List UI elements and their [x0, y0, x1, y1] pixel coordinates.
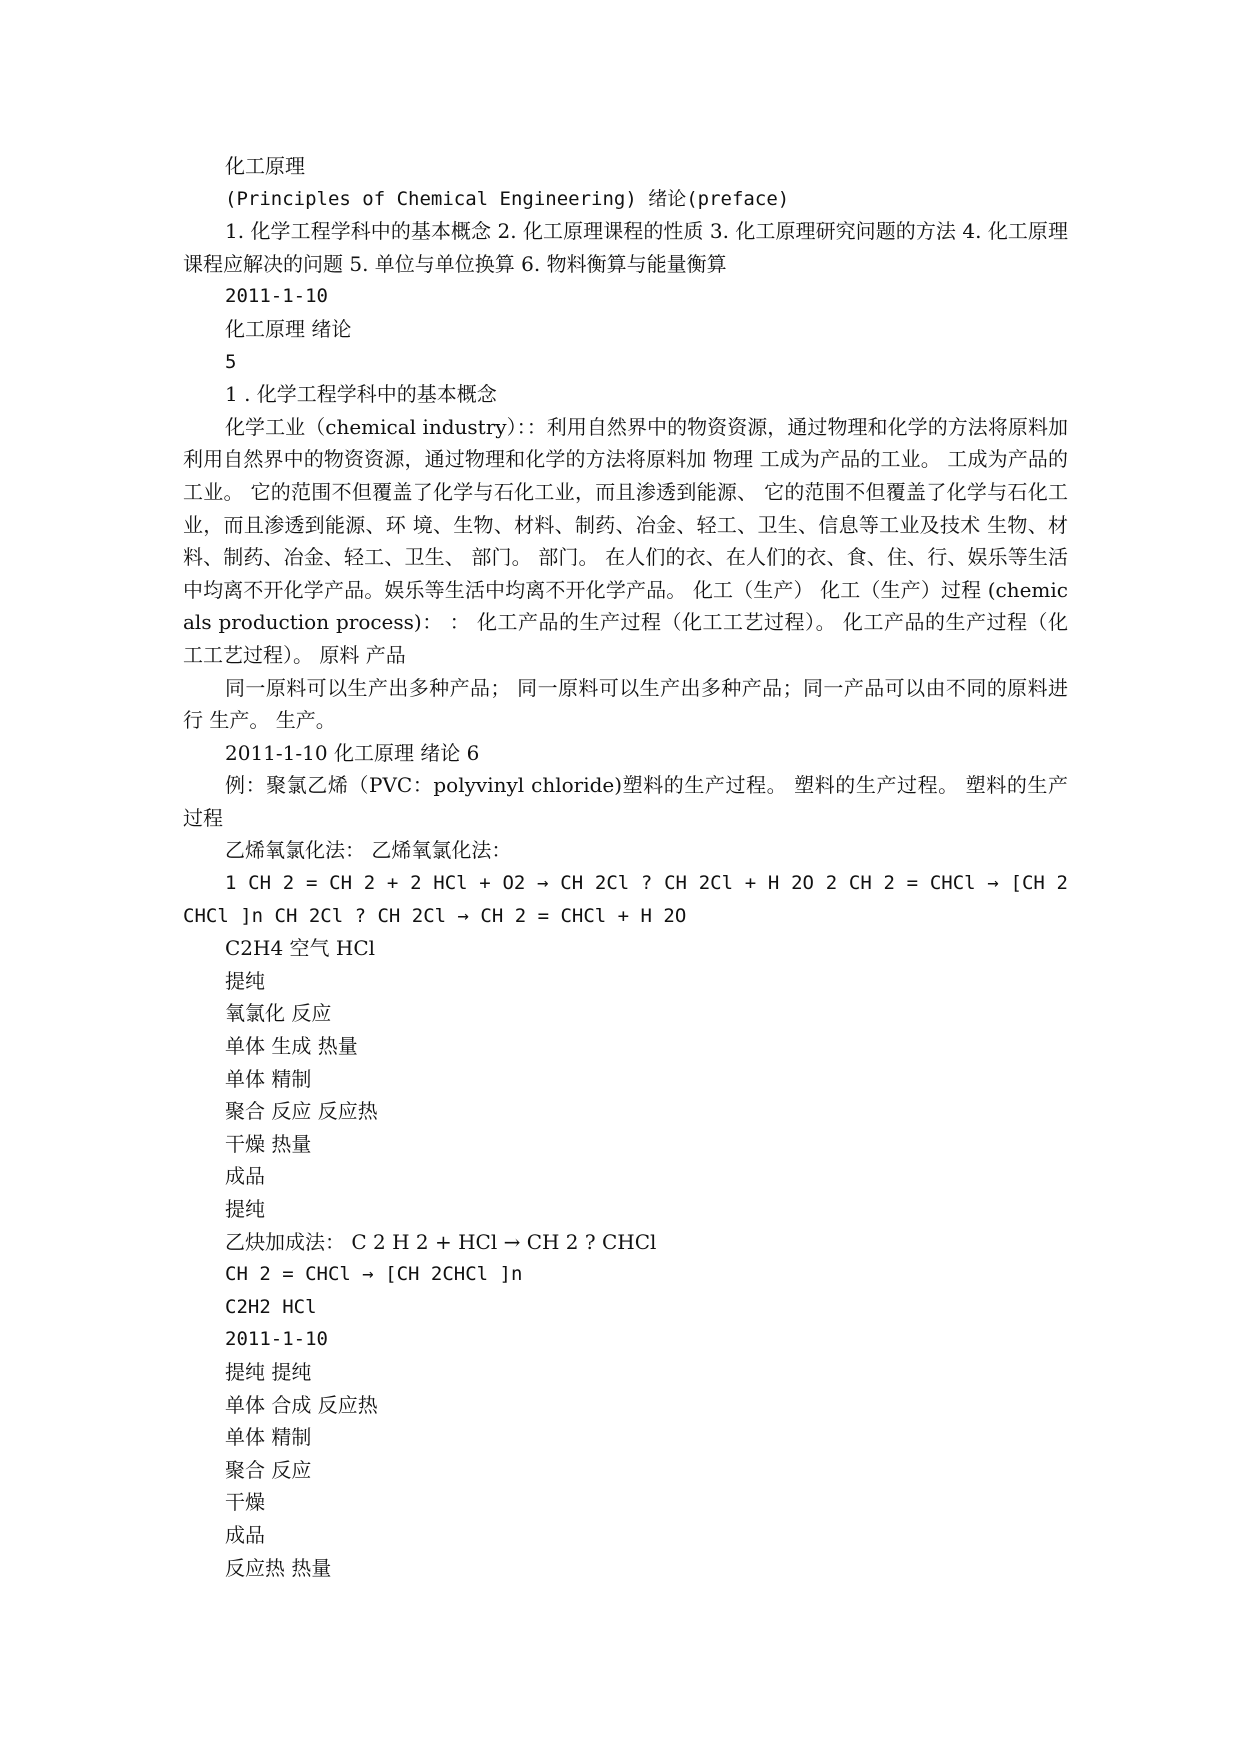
body-paragraph: 同一原料可以生产出多种产品； 同一原料可以生产出多种产品；同一产品可以由不同的原料进行 生产。 生产。 [183, 675, 1068, 733]
page-number: 5 [225, 350, 237, 373]
example-paragraph: 例：聚氯乙烯（PVC：polyvinyl chloride)塑料的生产过程。 塑料的生产过程。 塑料的生产过程 [183, 773, 1068, 830]
flow-line: 干燥 热量 [225, 1131, 312, 1156]
flow-line: 单体 精制 [225, 1066, 312, 1091]
flow-line: 聚合 反应 反应热 [225, 1099, 378, 1124]
flow-line: C2H2 HCl [225, 1295, 317, 1318]
flow-line: 提纯 [225, 1197, 265, 1221]
flow-line: 成品 [225, 1522, 265, 1547]
flow-line: 提纯 [225, 968, 265, 993]
flow-line: 干燥 [225, 1490, 265, 1515]
flow-line: 单体 合成 反应热 [225, 1392, 378, 1417]
flow-line: 成品 [225, 1164, 265, 1189]
flow-line: 反应热 热量 [225, 1555, 332, 1580]
doc-title: 化工原理 [225, 154, 305, 178]
toc-paragraph: 1. 化学工程学科中的基本概念 2. 化工原理课程的性质 3. 化工原理研究问题的方法 4. 化工原理课程应解决的问题 5. 单位与单位换算 6. 物料衡算与能量衡算 [183, 219, 1068, 276]
body-paragraph: 化学工业（chemical industry）：：利用自然界中的物资资源，通过物理和化学的方法将原料加 利用自然界中的物资资源，通过物理和化学的方法将原料加 物理 工成为产品的工业。 工成为产品的工业。 它的范围不但覆盖了化学与石化工业，而且渗透到能源、 它的范围不但覆盖了化学与石化工业，而且渗透到能源、环 境、生物、材料、制药、冶金、轻工、卫生、信息等工业及技术 生物、材料、制药、冶金、轻工、卫生、 部门。 部门。 在人们的衣、在人们的衣、食、住、行、娱乐等生活中均离不开化学产品。娱乐等生活中均离不开化学产品。 化工（生产） 化工（生产）过程 (chemicals production process)： ： 化工产品的生产过程（化工工艺过程）。 化工产品的生产过程（化工工艺过程）。 原料 产品 [183, 414, 1068, 667]
date-header-line: 2011-1-10 化工原理 绪论 6 [225, 740, 480, 765]
section-heading: 1 . 化学工程学科中的基本概念 [225, 382, 497, 407]
equation-paragraph: 1 CH 2 = CH 2 + 2 HCl + O2 → CH 2Cl ? CH 2Cl + H 2O 2 CH 2 = CHCl → [CH 2CHCl ]n CH 2Cl ? CH 2Cl → CH 2 = CHCl + H 2O [183, 872, 1068, 927]
flow-line: 氧氯化 反应 [225, 1001, 332, 1026]
flow-line: 聚合 反应 [225, 1457, 312, 1482]
document-body [183, 150, 1068, 1584]
doc-subtitle: (Principles of Chemical Engineering) 绪论(preface) [225, 187, 790, 210]
flow-line: C2H4 空气 HCl [225, 936, 376, 961]
method-heading: 乙炔加成法： C 2 H 2 + HCl → CH 2 ? CHCl [225, 1229, 657, 1254]
flow-line: 提纯 提纯 [225, 1359, 312, 1384]
date-line: 2011-1-10 [225, 285, 328, 308]
flow-line: 单体 生成 热量 [225, 1034, 358, 1059]
flow-line: 单体 精制 [225, 1425, 312, 1450]
equation-line: CH 2 = CHCl → [CH 2CHCl ]n [225, 1263, 523, 1286]
method-heading: 乙烯氧氯化法： 乙烯氧氯化法： [225, 838, 512, 863]
section-header: 化工原理 绪论 [225, 316, 352, 341]
date-line: 2011-1-10 [225, 1328, 328, 1351]
